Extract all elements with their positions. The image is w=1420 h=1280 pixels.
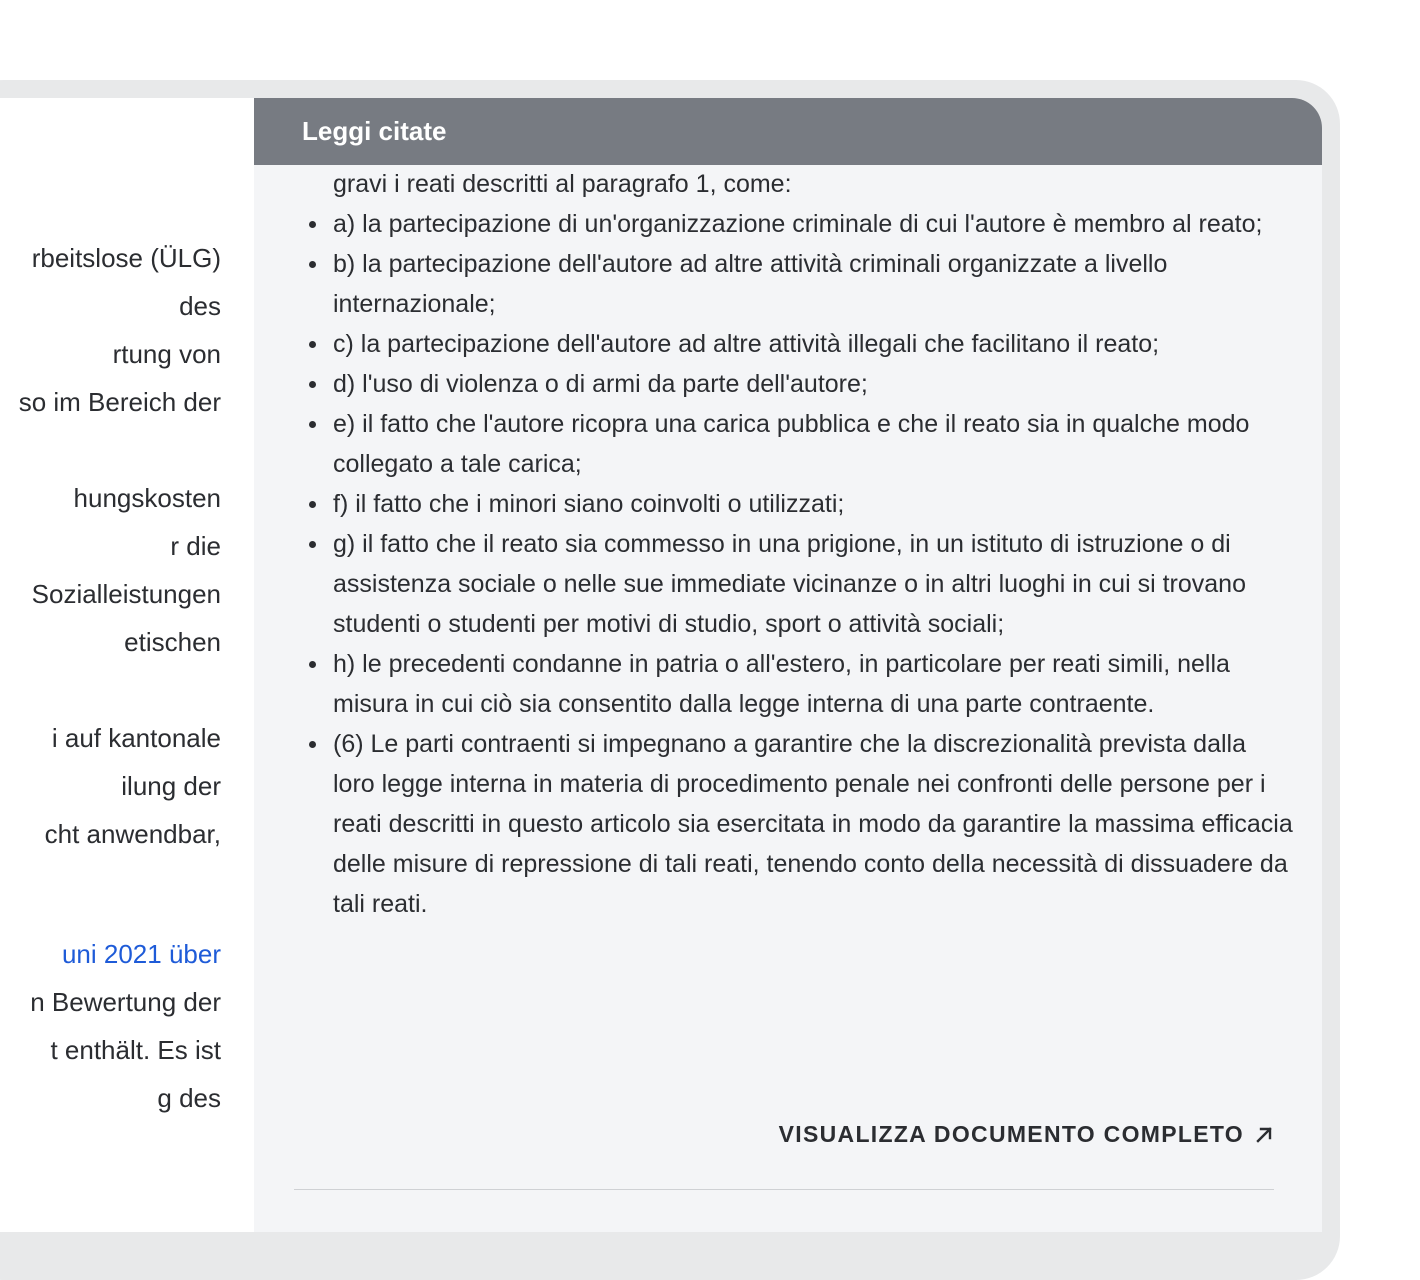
- list-item-text: h) le precedenti condanne in patria o all'estero, in particolare per reati simili, nella misura in cui ciò sia consentito dalla legge interna di una parte contraente.: [333, 650, 1230, 718]
- list-item-text: (6) Le parti contraenti si impegnano a garantire che la discrezionalità prevista dalla loro legge interna in materia di procedimento penale nei confronti delle persone per i reati descritti in questo articolo sia esercitata in modo da garantire la massima efficacia delle misure di repressione di tali reati, tenendo conto della necessità di dissuadere da tali reati.: [333, 730, 1293, 918]
- document-text-line: n Bewertung der: [30, 987, 221, 1017]
- list-item: [333, 524, 1293, 644]
- list-item: [333, 364, 1293, 404]
- panel-title: Leggi citate: [302, 116, 447, 146]
- document-text-line: rtung von: [112, 339, 221, 369]
- list-item-text: d) l'uso di violenza o di armi da parte dell'autore;: [333, 370, 868, 398]
- list-item-text: b) la partecipazione dell'autore ad altre attività criminali organizzate a livello internazionale;: [333, 250, 1168, 318]
- document-text-line: ilung der: [121, 771, 221, 801]
- bullet-icon: [309, 421, 316, 428]
- document-text-line: etischen: [124, 627, 221, 657]
- view-full-document-link[interactable]: [779, 1121, 1274, 1148]
- document-text-line: g des: [157, 1083, 221, 1113]
- document-text-line: t enthält. Es ist: [50, 1035, 221, 1065]
- divider: [294, 1189, 1274, 1190]
- arrow-up-right-icon: [1254, 1125, 1274, 1145]
- list-item: [333, 244, 1293, 324]
- cited-law-content[interactable]: [333, 164, 1293, 924]
- bullet-icon: [309, 741, 316, 748]
- bullet-icon: [309, 501, 316, 508]
- document-text-line: Sozialleistungen: [31, 579, 221, 609]
- document-text-line: so im Bereich der: [18, 387, 221, 417]
- list-item-text: e) il fatto che l'autore ricopra una carica pubblica e che il reato sia in qualche modo collegato a tale carica;: [333, 410, 1250, 478]
- bullet-icon: [309, 661, 316, 668]
- list-item: [333, 404, 1293, 484]
- law-reference-link[interactable]: uni 2021 über: [61, 939, 221, 969]
- document-text-line: r die: [170, 531, 221, 561]
- document-text-line: cht anwendbar,: [44, 819, 221, 849]
- list-item: [333, 644, 1293, 724]
- list-item: [333, 484, 1293, 524]
- document-text-line: rbeitslose (ÜLG): [31, 243, 221, 273]
- bullet-icon: [309, 261, 316, 268]
- cited-law-lead: gravi i reati descritti al paragrafo 1, come:: [333, 170, 792, 198]
- list-item-text: f) il fatto che i minori siano coinvolti o utilizzati;: [333, 490, 845, 518]
- list-item: [333, 724, 1293, 924]
- list-item-text: g) il fatto che il reato sia commesso in una prigione, in un istituto di istruzione o di assistenza sociale o nelle sue immediate vicinanze o in altri luoghi in cui si trovano studenti o studenti per motivi di studio, sport o attività sociali;: [333, 530, 1246, 638]
- document-text-line: des: [179, 291, 221, 321]
- bullet-icon: [309, 341, 316, 348]
- bullet-icon: [309, 221, 316, 228]
- list-item: [333, 204, 1293, 244]
- document-text-panel: [0, 98, 254, 1232]
- bullet-icon: [309, 541, 316, 548]
- panel-header: [254, 98, 1322, 165]
- list-item: [333, 324, 1293, 364]
- document-text-line: hungskosten: [73, 483, 221, 513]
- list-item-text: c) la partecipazione dell'autore ad altre attività illegali che facilitano il reato;: [333, 330, 1160, 358]
- view-full-document-label: VISUALIZZA DOCUMENTO COMPLETO: [778, 1121, 1244, 1147]
- cited-laws-panel: [254, 98, 1322, 1232]
- list-item-text: a) la partecipazione di un'organizzazione criminale di cui l'autore è membro al reato;: [333, 210, 1263, 238]
- cited-law-list: [333, 204, 1293, 924]
- bullet-icon: [309, 381, 316, 388]
- document-text-line: i auf kantonale: [51, 723, 221, 753]
